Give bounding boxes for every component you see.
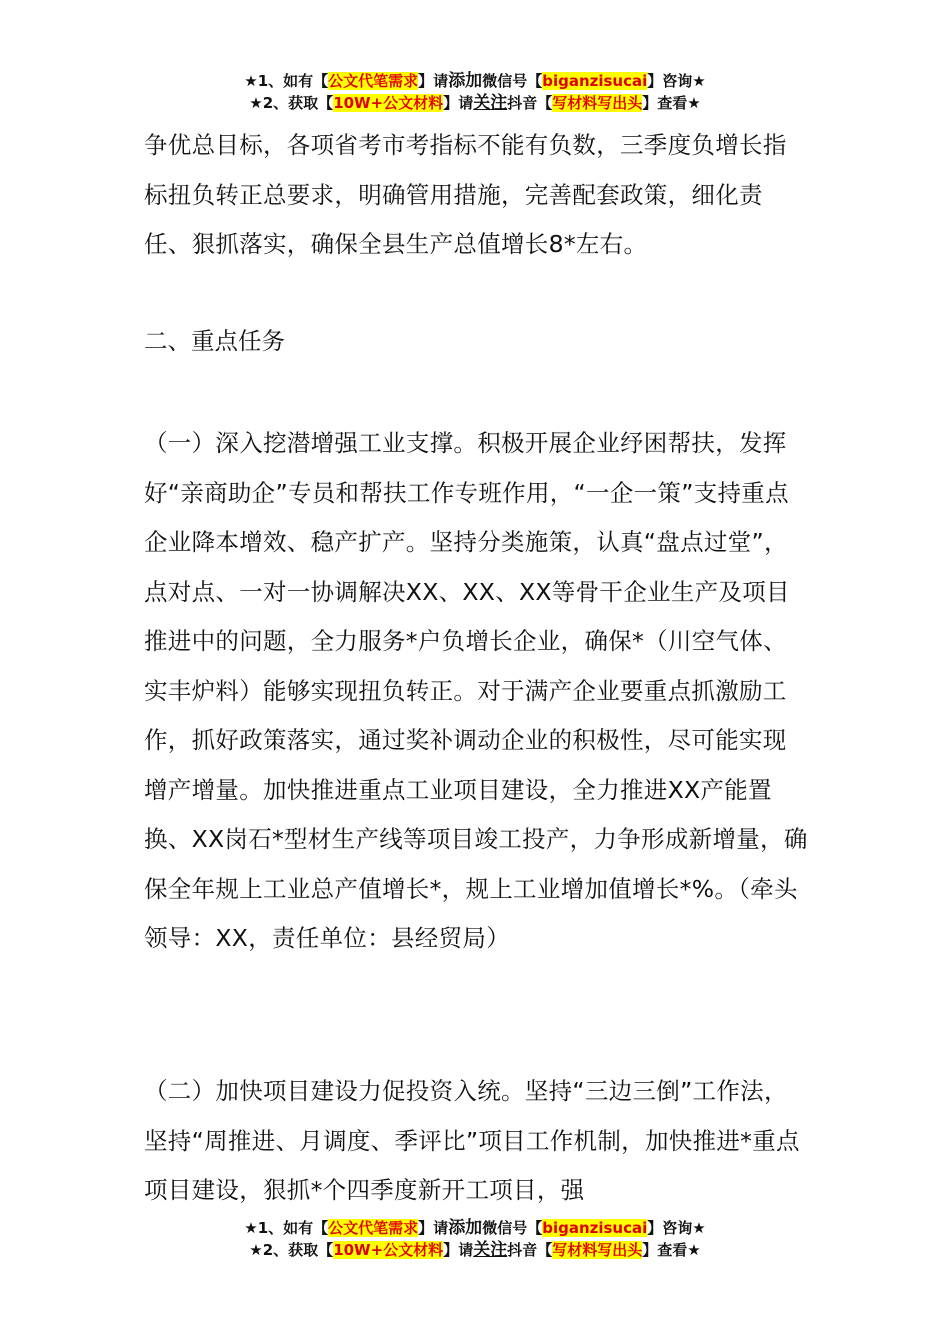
promo-highlight-wechat: biganzisucai [542,1219,648,1237]
promo-highlight-wechat: biganzisucai [542,72,648,90]
promo-line-2: ★2、获取【10W+公文材料】请关注抖音【写材料写出头】查看★ [249,1240,701,1260]
promo-highlight-douyin: 写材料写出头 [552,94,643,112]
document-body-industry [144,419,810,964]
bottom-promo-banner [0,1217,950,1261]
promo-highlight-service: 公文代笔需求 [328,1219,419,1237]
top-promo-banner [0,70,950,114]
promo-line-1: ★1、如有【公文代笔需求】请添加微信号【biganzisucai】咨询★ [244,71,706,91]
promo-line-2: ★2、获取【10W+公文材料】请关注抖音【写材料写出头】查看★ [249,93,701,113]
promo-highlight-service: 公文代笔需求 [328,72,419,90]
promo-highlight-materials: 10W+公文材料 [333,1241,444,1259]
document-body-intro [144,121,810,270]
paragraph-investment: （二）加快项目建设力促投资入统。坚持“三边三倒”工作法，坚持“周推进、月调度、季评比”项目工作机制，加快推进*重点项目建设，狠抓*个四季度新开工项目，强 [144,1077,800,1204]
paragraph-industry: （一）深入挖潜增强工业支撑。积极开展企业纾困帮扶，发挥好“亲商助企”专员和帮扶工作专班作用，“一企一策”支持重点企业降本增效、稳产扩产。坚持分类施策，认真“盘点过堂”，点对点、一对一协调解决XX、XX、XX等骨干企业生产及项目推进中的问题，全力服务*户负增长企业，确保*（川空气体、实丰炉料）能够实现扭负转正。对于满产企业要重点抓激励工作，抓好政策落实，通过奖补调动企业的积极性，尽可能实现增产增量。加快推进重点工业项目建设，全力推进XX产能置换、XX岗石*型材生产线等项目竣工投产，力争形成新增量，确保全年规上工业总产值增长*，规上工业增加值增长*%。（牵头领导：XX，责任单位：县经贸局） [144,429,808,952]
promo-line-1: ★1、如有【公文代笔需求】请添加微信号【biganzisucai】咨询★ [244,1218,706,1238]
section-heading: 二、重点任务 [144,327,285,355]
document-body-investment [144,1067,810,1216]
paragraph-intro: 争优总目标，各项省考市考指标不能有负数，三季度负增长指标扭负转正总要求，明确管用措施，完善配套政策，细化责任、狠抓落实，确保全县生产总值增长8*左右。 [144,131,787,258]
promo-highlight-douyin: 写材料写出头 [552,1241,643,1259]
promo-highlight-materials: 10W+公文材料 [333,94,444,112]
